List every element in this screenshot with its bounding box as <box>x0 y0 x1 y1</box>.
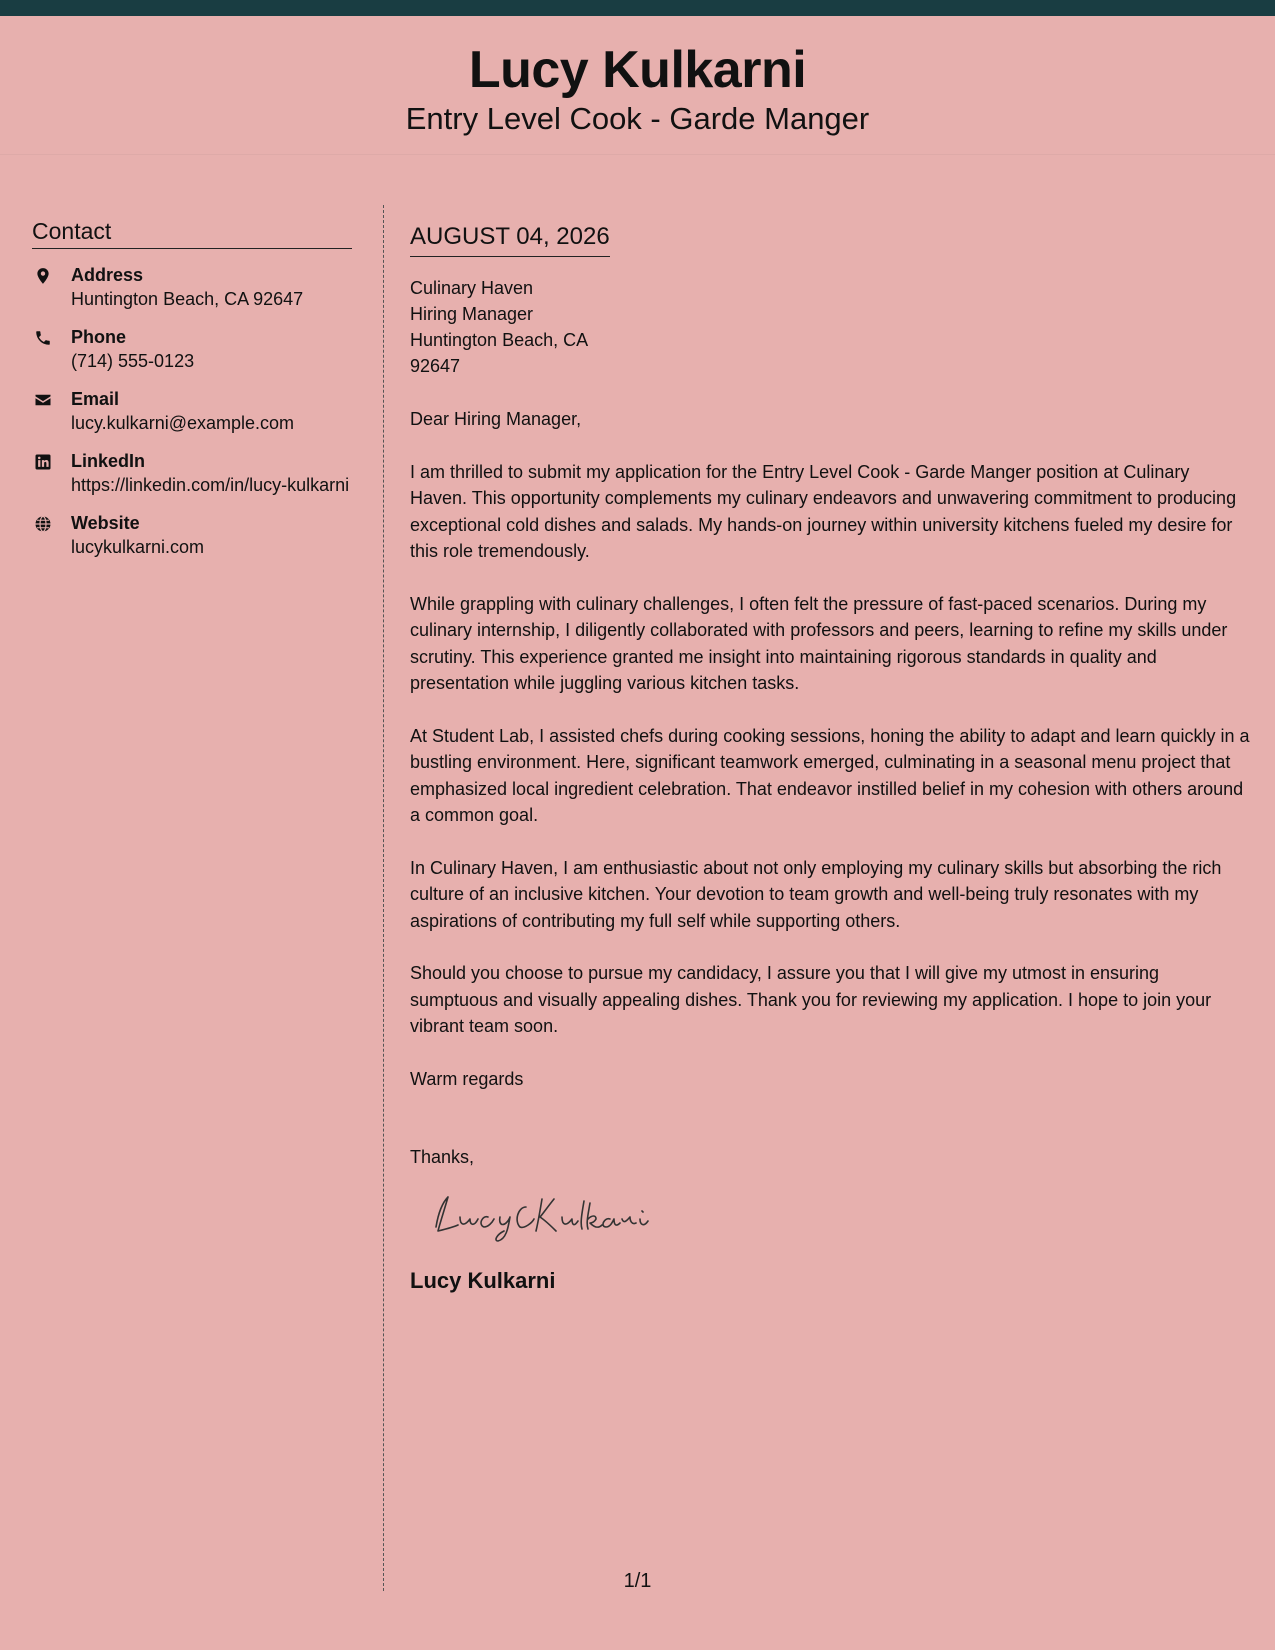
map-pin-icon <box>34 267 52 285</box>
contact-email <box>32 387 352 435</box>
handwritten-signature <box>424 1185 664 1247</box>
linkedin-icon <box>34 453 52 471</box>
contact-value[interactable]: (714) 555-0123 <box>71 351 195 371</box>
applicant-name: Lucy Kulkarni <box>468 41 807 99</box>
thanks-line: Thanks, <box>410 1147 475 1167</box>
letter-body <box>410 222 1250 1295</box>
letter-paragraph: I am thrilled to submit my application for the Entry Level Cook - Garde Manger position at Culinary Haven. This opportunity complements my culinary endeavors and unwavering commitment to producing exceptional cold dishes and salads. My hands-on journey within university kitchens fueled my desire for this role tremendously. <box>410 461 1237 561</box>
contact-sidebar <box>32 218 352 573</box>
top-accent-bar <box>0 0 1275 16</box>
recipient-line: Hiring Manager <box>410 304 534 324</box>
contact-label: Address <box>71 265 144 285</box>
page-header <box>0 16 1275 155</box>
recipient-block <box>410 275 1250 379</box>
signer-name: Lucy Kulkarni <box>410 1268 556 1293</box>
contact-website <box>32 511 352 559</box>
contact-label: Email <box>71 389 120 409</box>
globe-icon <box>34 515 52 533</box>
page-number: 1/1 <box>623 1570 652 1592</box>
contact-value[interactable]: https://linkedin.com/in/lucy-kulkarni <box>71 475 350 495</box>
envelope-icon <box>34 391 52 409</box>
letter-paragraph: At Student Lab, I assisted chefs during cooking sessions, honing the ability to adapt and learn quickly in a bustling environment. Here, significant teamwork emerged, culminating in a seasonal menu project that emphasized local ingredient celebration. That endeavor instilled belief in my cohesion with others around a common goal. <box>410 725 1250 825</box>
contact-value[interactable]: lucykulkarni.com <box>71 537 205 557</box>
letter-date: AUGUST 04, 2026 <box>410 222 610 257</box>
letter-paragraph: Should you choose to pursue my candidacy, I assure you that I will give my utmost in ensuring sumptuous and visually appealing dishes. Thank you for reviewing my application. I hope to join your vibrant team soon. <box>410 963 1212 1036</box>
salutation: Dear Hiring Manager, <box>410 409 582 429</box>
contact-heading: Contact <box>32 218 352 249</box>
letter-paragraph: While grappling with culinary challenges, I often felt the pressure of fast-paced scenarios. During my culinary internship, I diligently collaborated with professors and peers, learning to refine my skills under scrutiny. This experience granted me insight into maintaining rigorous standards in quality and presentation while juggling various kitchen tasks. <box>410 593 1228 693</box>
letter-paragraph: In Culinary Haven, I am enthusiastic about not only employing my culinary skills but absorbing the rich culture of an inclusive kitchen. Your devotion to team growth and well-being truly resonates with my aspirations of contributing my full self while supporting others. <box>410 857 1222 931</box>
closing-line: Warm regards <box>410 1068 524 1089</box>
contact-label: LinkedIn <box>71 451 146 471</box>
recipient-line: 92647 <box>410 356 461 376</box>
contact-value[interactable]: lucy.kulkarni@example.com <box>71 413 295 433</box>
contact-label: Website <box>71 513 140 533</box>
column-divider <box>383 205 384 1591</box>
contact-phone <box>32 325 352 373</box>
contact-label: Phone <box>71 327 127 347</box>
recipient-line: Culinary Haven <box>410 278 534 298</box>
recipient-line: Huntington Beach, CA <box>410 330 589 350</box>
job-title: Entry Level Cook - Garde Manger <box>405 101 870 136</box>
contact-value: Huntington Beach, CA 92647 <box>71 289 304 309</box>
phone-icon <box>34 329 52 347</box>
contact-address <box>32 263 352 311</box>
contact-linkedin <box>32 449 352 497</box>
